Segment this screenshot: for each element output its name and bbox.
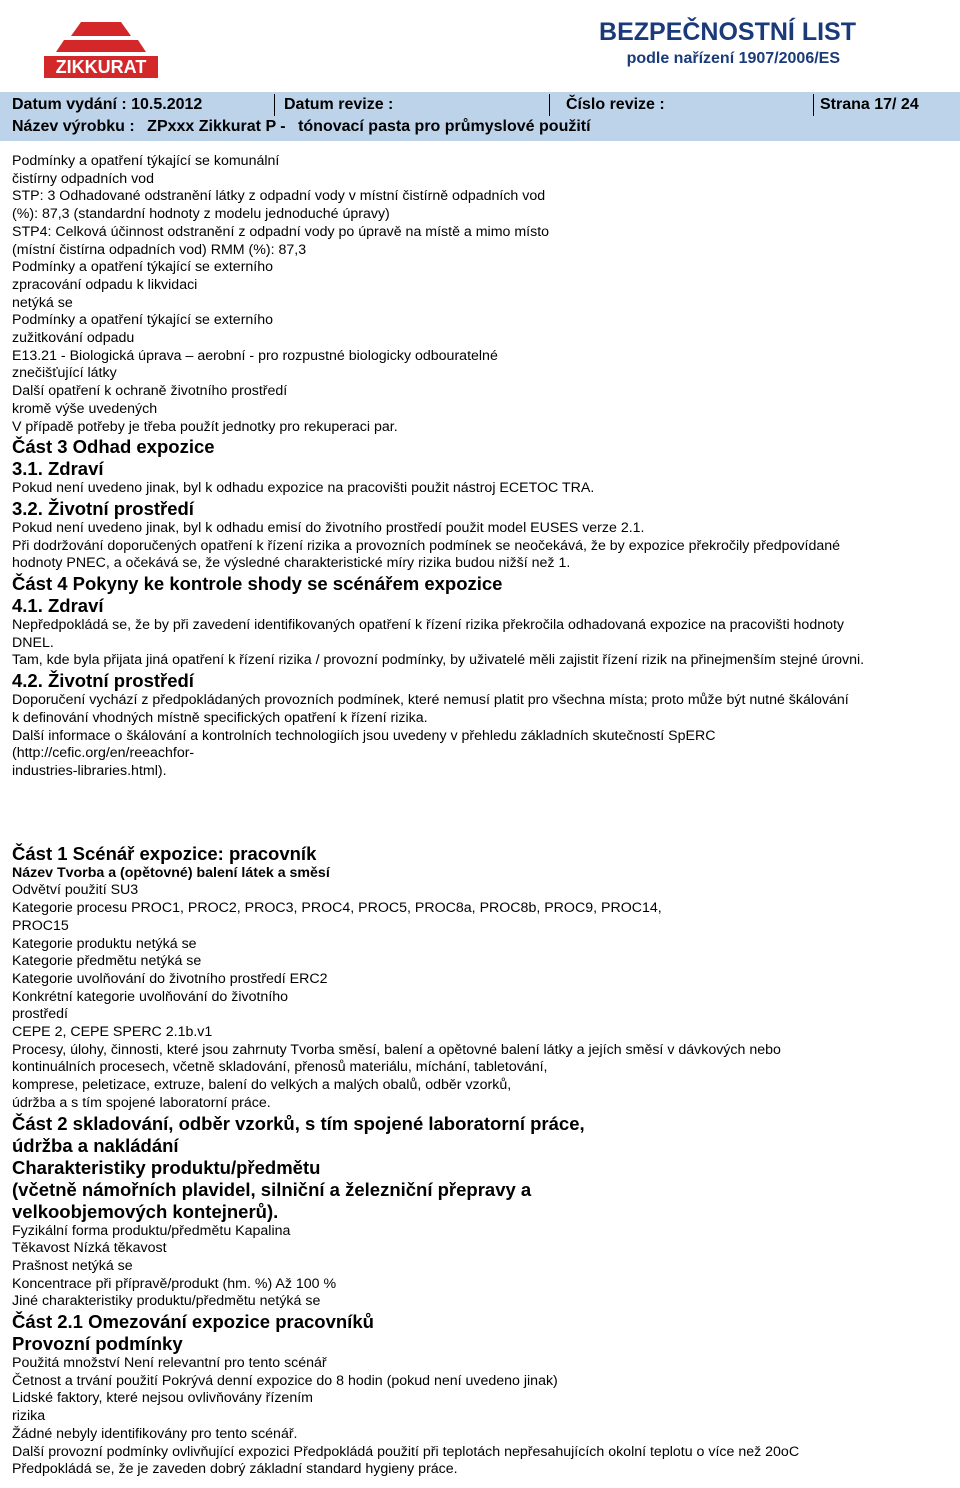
document-subtitle: podle nařízení 1907/2006/ES bbox=[626, 50, 840, 67]
subsection-heading: 4.1. Zdraví bbox=[12, 595, 104, 617]
text-line: Jiné charakteristiky produktu/předmětu netýká se bbox=[12, 1293, 321, 1310]
text-line: Kategorie uvolňování do životního prostředí ERC2 bbox=[12, 970, 328, 987]
revision-number: Číslo revize : bbox=[566, 96, 665, 113]
text-line: kontinuálních procesech, včetně skladování, přenosů materiálu, míchání, tabletování, bbox=[12, 1059, 548, 1076]
text-line: rizika bbox=[12, 1408, 46, 1425]
header-meta-row bbox=[12, 96, 932, 116]
text-line: zužitkování odpadu bbox=[12, 330, 135, 347]
header-divider bbox=[274, 94, 275, 116]
text-line: Kategorie procesu PROC1, PROC2, PROC3, PROC4, PROC5, PROC8a, PROC8b, PROC9, PROC14, bbox=[12, 900, 662, 917]
text-line: Další informace o škálování a kontrolních technologiích jsou uvedeny v přehledu základních skutečností SpERC bbox=[12, 727, 716, 744]
text-line: Použitá množství Není relevantní pro tento scénář bbox=[12, 1355, 327, 1372]
text-line: Podmínky a opatření týkající se komunální bbox=[12, 153, 280, 169]
text-line: údržba a s tím spojené laboratorní práce. bbox=[12, 1094, 271, 1111]
text-line: PROC15 bbox=[12, 917, 69, 934]
document-body bbox=[12, 153, 952, 1479]
text-line: Podmínky a opatření týkající se externího bbox=[12, 312, 274, 329]
text-line: Další provozní podmínky ovlivňující expozici Předpokládá použití při teplotách nepřesahujících okolní teplotu o více než 20oC bbox=[12, 1443, 800, 1460]
text-line: Nepředpokládá se, že by při zavedení identifikovaných opatření k řízení rizika překročila odhadovaná expozice na pracovišti hodnoty bbox=[12, 617, 845, 634]
text-line: Další opatření k ochraně životního prostředí bbox=[12, 383, 288, 400]
text-line: Těkavost Nízká těkavost bbox=[12, 1240, 167, 1257]
section-heading: Charakteristiky produktu/předmětu bbox=[12, 1156, 321, 1178]
text-line: STP: 3 Odhadované odstranění látky z odpadní vody v místní čistírně odpadních vod bbox=[12, 188, 546, 205]
text-line: čistírny odpadních vod bbox=[12, 170, 154, 187]
text-line: Lidské faktory, které nejsou ovlivňovány řízením bbox=[12, 1390, 313, 1407]
text-line: netýká se bbox=[12, 294, 73, 311]
issue-date: Datum vydání : 10.5.2012 bbox=[12, 96, 203, 113]
text-line: Kategorie produktu netýká se bbox=[12, 935, 197, 952]
section-heading: Část 1 Scénář expozice: pracovník bbox=[12, 842, 317, 864]
product-row bbox=[12, 118, 599, 136]
text-line: Fyzikální forma produktu/předmětu Kapalina bbox=[12, 1222, 291, 1239]
logo-text: ZIKKURAT bbox=[55, 57, 147, 77]
section-heading: Provozní podmínky bbox=[12, 1333, 183, 1355]
text-line: Konkrétní kategorie uvolňování do životního bbox=[12, 988, 289, 1005]
document-title: BEZPEČNOSTNÍ LIST bbox=[599, 18, 856, 46]
text-line: hodnoty PNEC, a očekává se, že výsledné charakteristické míry rizika budou nižší než 1. bbox=[12, 555, 571, 572]
text-line: Kategorie předmětu netýká se bbox=[12, 953, 202, 970]
text-line: Četnost a trvání použití Pokrývá denní expozice do 8 hodin (pokud není uvedeno jinak) bbox=[12, 1372, 558, 1389]
text-line: (http://cefic.org/en/reeachfor- bbox=[12, 745, 195, 762]
subsection-heading: 3.1. Zdraví bbox=[12, 458, 104, 480]
section-heading: údržba a nakládání bbox=[12, 1134, 179, 1156]
section-gap bbox=[12, 781, 952, 843]
header-divider bbox=[549, 94, 550, 116]
text-line: znečišťující látky bbox=[12, 365, 117, 382]
text-line: kromě výše uvedených bbox=[12, 400, 158, 417]
text-line: Odvětví použití SU3 bbox=[12, 882, 139, 899]
header-divider bbox=[813, 94, 814, 116]
text-line: Při dodržování doporučených opatření k řízení rizika a provozních podmínek se neočekává, že by expozice překročily předpovídané bbox=[12, 537, 841, 554]
text-line: k definování vhodných místně specifických opatření k řízení rizika. bbox=[12, 709, 428, 726]
text-line: Předpokládá se, že je zaveden dobrý základní standard hygieny práce. bbox=[12, 1461, 458, 1478]
section-heading: Část 4 Pokyny ke kontrole shody se scénářem expozice bbox=[12, 573, 503, 595]
text-line: Procesy, úlohy, činnosti, které jsou zahrnuty Tvorba směsí, balení a opětovné balení látky a jejích směsí v dávkových nebo bbox=[12, 1041, 781, 1058]
scenario-name: Název Tvorba a (opětovné) balení látek a směsí bbox=[12, 864, 330, 881]
text-line: (%): 87,3 (standardní hodnoty z modelu jednoduché úpravy) bbox=[12, 206, 390, 223]
subsection-heading: 4.2. Životní prostředí bbox=[12, 670, 194, 692]
text-line: komprese, peletizace, extruze, balení do velkých a malých obalů, odběr vzorků, bbox=[12, 1077, 512, 1094]
text-line: E13.21 - Biologická úprava – aerobní - pro rozpustné biologicky odbouratelné bbox=[12, 347, 498, 364]
text-line: DNEL. bbox=[12, 634, 54, 651]
section-heading: Část 2.1 Omezování expozice pracovníků bbox=[12, 1311, 374, 1333]
section-heading: Část 2 skladování, odběr vzorků, s tím spojené laboratorní práce, bbox=[12, 1112, 585, 1134]
text-line: (místní čistírna odpadních vod) RMM (%): 87,3 bbox=[12, 241, 307, 258]
text-line: prostředí bbox=[12, 1006, 68, 1023]
product-name: ZPxxx Zikkurat P - bbox=[147, 118, 286, 135]
zikkurat-logo bbox=[36, 22, 166, 80]
text-line: CEPE 2, CEPE SPERC 2.1b.v1 bbox=[12, 1024, 213, 1041]
section-heading: Část 3 Odhad expozice bbox=[12, 436, 215, 458]
text-line: Žádné nebyly identifikovány pro tento scénář. bbox=[12, 1425, 298, 1442]
text-line: Koncentrace při přípravě/produkt (hm. %) Až 100 % bbox=[12, 1275, 337, 1292]
product-label: Název výrobku : bbox=[12, 118, 135, 135]
product-description: tónovací pasta pro průmyslové použití bbox=[298, 118, 591, 135]
revision-date: Datum revize : bbox=[284, 96, 394, 113]
text-line: V případě potřeby je třeba použít jednotky pro rekuperaci par. bbox=[12, 418, 398, 435]
text-line: industries-libraries.html). bbox=[12, 762, 167, 779]
subsection-heading: 3.2. Životní prostředí bbox=[12, 497, 194, 519]
text-line: STP4: Celková účinnost odstranění z odpadní vody po úpravě na místě a mimo místo bbox=[12, 223, 550, 240]
text-line: Pokud není uvedeno jinak, byl k odhadu expozice na pracovišti použit nástroj ECETOC TRA. bbox=[12, 480, 595, 497]
section-heading: velkoobjemových kontejnerů). bbox=[12, 1200, 279, 1222]
text-line: Podmínky a opatření týkající se externího bbox=[12, 259, 274, 276]
page-number: Strana 17/ 24 bbox=[820, 96, 919, 113]
text-line: Pokud není uvedeno jinak, byl k odhadu emisí do životního prostředí použit model EUSES verze 2.1. bbox=[12, 519, 645, 536]
section-heading: (včetně námořních plavidel, silniční a železniční přepravy a bbox=[12, 1178, 532, 1200]
text-line: Prašnost netýká se bbox=[12, 1257, 133, 1274]
text-line: Doporučení vychází z předpokládaných provozních podmínek, které nemusí platit pro všechna místa; proto může být nutné škálování bbox=[12, 692, 849, 709]
text-line: Tam, kde byla přijata jiná opatření k řízení rizika / provozní podmínky, by uživatelé měli zajistit řízení rizik na přinejmenším stejné úrovni. bbox=[12, 652, 865, 669]
text-line: zpracování odpadu k likvidaci bbox=[12, 276, 198, 293]
